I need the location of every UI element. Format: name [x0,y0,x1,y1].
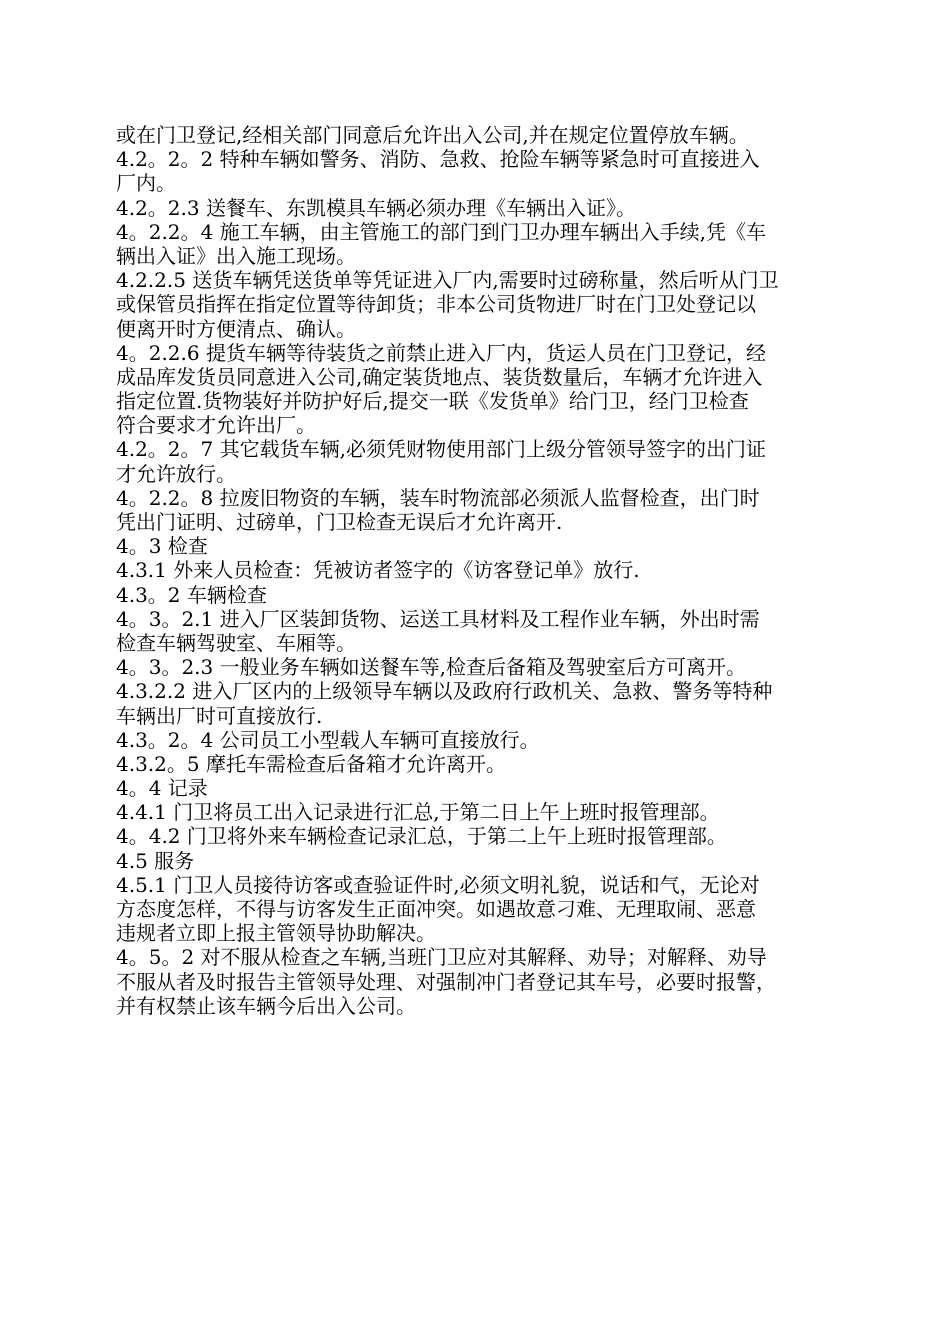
text-line: 或在门卫登记,经相关部门同意后允许出入公司,并在规定位置停放车辆。 [116,123,749,147]
text-line: 符合要求才允许出厂。 [116,413,316,438]
text-line: 成品库发货员同意进入公司,确定装货地点、装货数量后，车辆才允许进入 [116,364,763,389]
document-body [116,123,842,1018]
text-line: 4.2。2。2 特种车辆如警务、消防、急救、抢险车辆等紧急时可直接进入 [116,147,760,172]
text-line: 不服从者及时报告主管领导处理、对强制冲门者登记其车号，必要时报警， [116,969,776,994]
section-heading: 4.5 服务 [116,848,195,873]
text-line: 4。2.2.6 提货车辆等待装货之前禁止进入厂内，货运人员在门卫登记，经 [116,340,766,365]
text-line: 4.2.2.5 送货车辆凭送货单等凭证进入厂内,需要时过磅称量，然后听从门卫 [116,268,779,293]
text-line: 4。3。2.3 一般业务车辆如送餐车等,检查后备箱及驾驶室后方可离开。 [116,655,746,680]
text-line: 检查车辆驾驶室、车厢等。 [116,630,356,655]
text-line: 方态度怎样，不得与访客发生正面冲突。如遇故意刁难、无理取闹、恶意 [116,897,756,921]
text-line: 4.3.2。5 摩托车需检查后备箱才允许离开。 [116,751,506,776]
text-line: 4。2.2。8 拉废旧物资的车辆，装车时物流部必须派人监督检查，出门时 [116,485,760,510]
text-line: 4.2。2。7 其它载货车辆,必须凭财物使用部门上级分管领导签字的出门证 [116,437,766,462]
text-line: 4。3。2.1 进入厂区装卸货物、运送工具材料及工程作业车辆，外出时需 [116,606,760,631]
text-line: 4.4.1 门卫将员工出入记录进行汇总,于第二日上午上班时报管理部。 [116,800,720,825]
text-line: 才允许放行。 [116,461,236,486]
text-line: 4.3.1 外来人员检查：凭被访者签字的《访客登记单》放行. [116,558,640,583]
text-line: 指定位置.货物装好并防护好后,提交一联《发货单》给门卫，经门卫检查 [116,389,749,414]
text-line: 4。5。2 对不服从检查之车辆,当班门卫应对其解释、劝导；对解释、劝导 [116,945,767,970]
text-line: 4.3。2。4 公司员工小型载人车辆可直接放行。 [116,727,540,752]
section-heading: 4。3 检查 [116,534,208,559]
text-line: 4.3.2.2 进入厂区内的上级领导车辆以及政府行政机关、急救、警务等特种 [116,679,773,704]
text-line: 4.2。2.3 送餐车、东凯模具车辆必须办理《车辆出入证》。 [116,195,636,220]
text-line: 4。2.2。4 施工车辆，由主管施工的部门到门卫办理车辆出入手续,凭《车 [116,219,766,244]
text-line: 4.5.1 门卫人员接待访客或查验证件时,必须文明礼貌，说话和气，无论对 [116,872,760,897]
text-line: 车辆出厂时可直接放行. [116,703,323,728]
text-line: 或保管员指挥在指定位置等待卸货；非本公司货物进厂时在门卫处登记以 [116,292,756,317]
text-line: 违规者立即上报主管领导协助解决。 [116,921,436,946]
text-line: 凭出门证明、过磅单，门卫检查无误后才允许离开. [116,510,563,534]
subsection-heading: 4.3。2 车辆检查 [116,582,267,607]
text-line: 辆出入证》出入施工现场。 [116,243,356,268]
text-line: 并有权禁止该车辆今后出入公司。 [116,993,416,1018]
text-line: 便离开时方便清点、确认。 [116,316,356,341]
section-heading: 4。4 记录 [116,776,208,801]
text-line: 4。4.2 门卫将外来车辆检查记录汇总，于第二上午上班时报管理部。 [116,824,727,849]
text-line: 厂内。 [116,171,176,196]
